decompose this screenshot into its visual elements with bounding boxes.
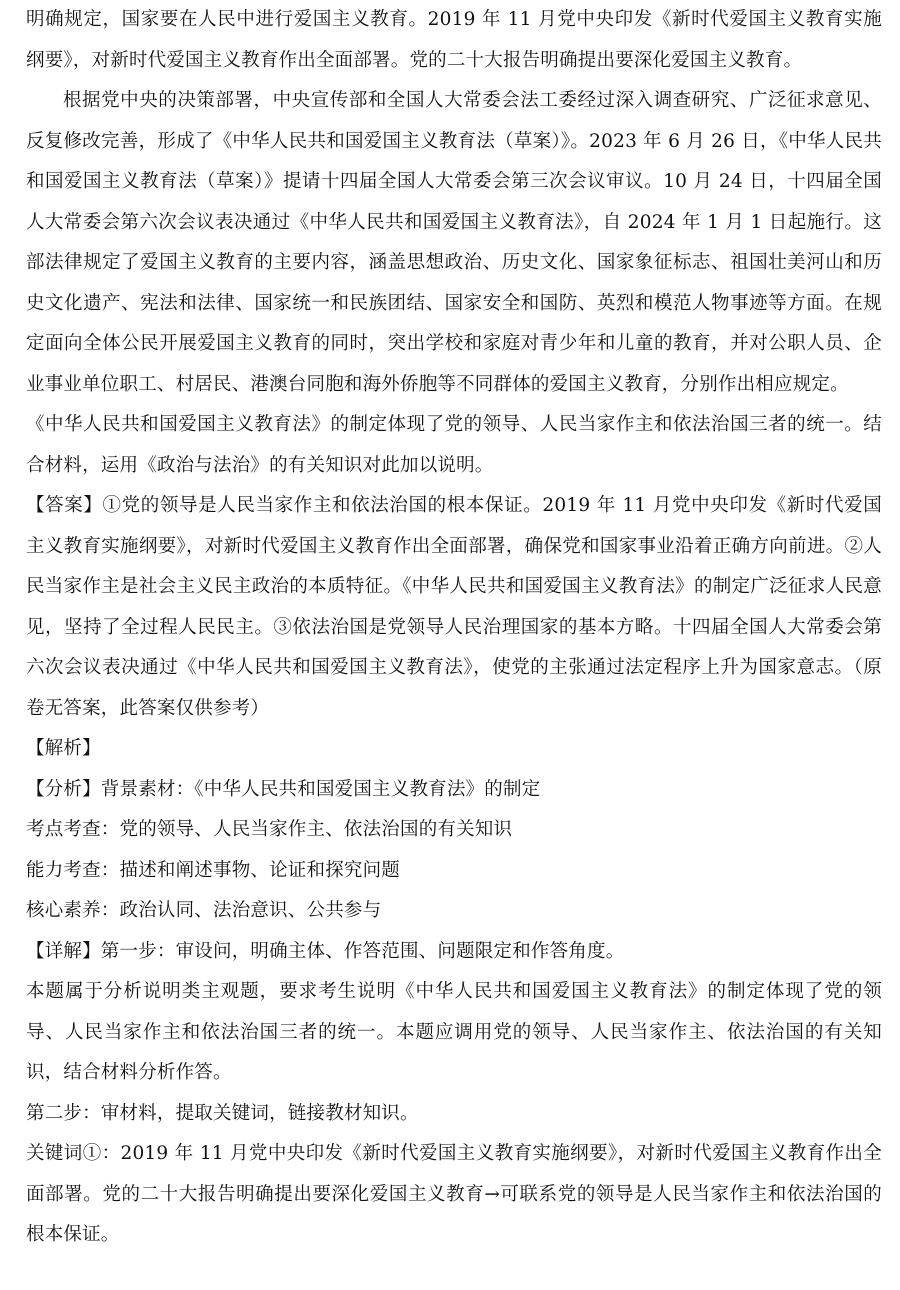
analysis-kaodian: 考点考查：党的领导、人民当家作主、依法治国的有关知识 — [26, 819, 513, 840]
analysis-nengli: 能力考查：描述和阐述事物、论证和探究问题 — [26, 859, 401, 881]
material-paragraph-2: 根据党中央的决策部署，中央宣传部和全国人大常委会法工委经过深入调查研究、广泛征求意见、反复修改完善，形成了《中华人民共和国爱国主义教育法（草案）》。2023 年 6 月 26 日，《中华人民共和国爱国主义教育法（草案）》提请十四届全国人大常委会第三次会议审议。10 月 24 日，十四届全国人大常委会第六次会议表决通过《中华人民共和国爱国主义教育法》，自 2024 年 1 月 1 日起施行。这部法律规定了爱国主义教育的主要内容，涵盖思想政治、历史文化、国家象征标志、祖国壮美河山和历史文化遗产、宪法和法律、国家统一和民族团结、国家安全和国防、英烈和模范人物事迹等方面。在规定面向全体公民开展爱国主义教育的同时，突出学校和家庭对青少年和儿童的教育，并对公职人员、企业事业单位职工、村居民、港澳台同胞和海外侨胞等不同群体的爱国主义教育，分别作出相应规定。 — [26, 90, 882, 395]
analysis-hexin: 核心素养：政治认同、法治意识、公共参与 — [26, 900, 382, 921]
answer-text: 【答案】①党的领导是人民当家作主和依法治国的根本保证。2019 年 11 月党中央印发《新时代爱国主义教育实施纲要》，对新时代爱国主义教育作出全面部署，确保党和国家事业沿着正确方向前进。②人民当家作主是社会主义民主政治的本质特征。《中华人民共和国爱国主义教育法》的制定广泛征求人民意见，坚持了全过程人民民主。③依法治国是党领导人民治理国家的基本方略。十四届全国人大常委会第六次会议表决通过《中华人民共和国爱国主义教育法》，使党的主张通过法定程序上升为国家意志。（原卷无答案，此答案仅供参考） — [26, 495, 882, 719]
analysis-step1-body: 本题属于分析说明类主观题，要求考生说明《中华人民共和国爱国主义教育法》的制定体现了党的领导、人民当家作主和依法治国三者的统一。本题应调用党的领导、人民当家作主、依法治国的有关知识，结合材料分析作答。 — [26, 981, 882, 1083]
analysis-step2: 第二步：审材料，提取关键词，链接教材知识。 — [26, 1102, 419, 1124]
analysis-fenxi: 【分析】背景素材：《中华人民共和国爱国主义教育法》的制定 — [26, 778, 541, 800]
analysis-heading: 【解析】 — [26, 738, 101, 759]
document-page — [26, 0, 882, 1256]
analysis-xiangjie: 【详解】第一步：审设问，明确主体、作答范围、问题限定和作答角度。 — [26, 940, 625, 962]
analysis-keyword-1: 关键词①：2019 年 11 月党中央印发《新时代爱国主义教育实施纲要》，对新时代爱国主义教育作出全面部署。党的二十大报告明确提出要深化爱国主义教育→可联系党的领导是人民当家作主和依法治国的根本保证。 — [26, 1143, 882, 1245]
material-paragraph-1: 明确规定，国家要在人民中进行爱国主义教育。2019 年 11 月党中央印发《新时代爱国主义教育实施纲要》，对新时代爱国主义教育作出全面部署。党的二十大报告明确提出要深化爱国主义教育。 — [26, 9, 882, 71]
question-text: 《中华人民共和国爱国主义教育法》的制定体现了党的领导、人民当家作主和依法治国三者的统一。结合材料，运用《政治与法治》的有关知识对此加以说明。 — [26, 414, 882, 476]
